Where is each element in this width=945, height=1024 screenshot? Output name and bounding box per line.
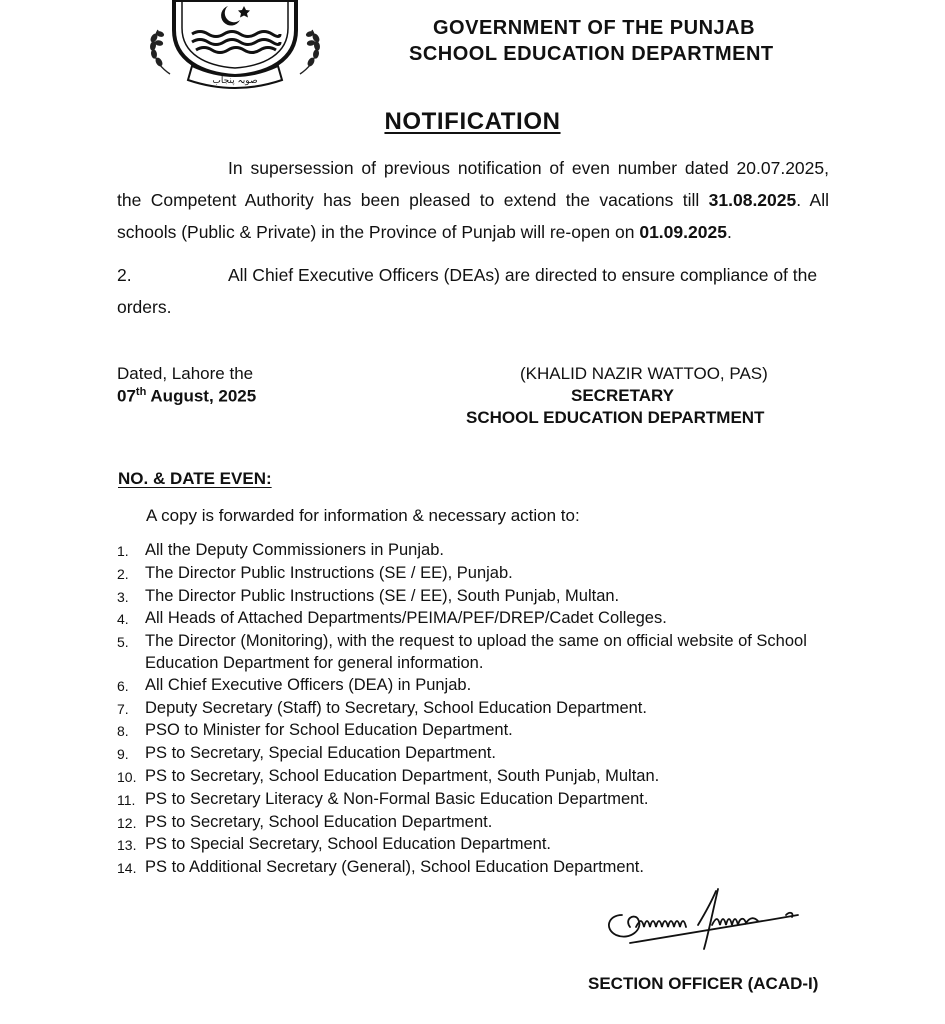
signatory-name: (KHALID NAZIR WATTOO, PAS) <box>520 364 768 383</box>
list-item <box>117 834 837 857</box>
signatory-designation: SECRETARY <box>571 386 674 405</box>
list-item <box>117 743 837 766</box>
punjab-emblem-logo <box>140 0 330 92</box>
list-item <box>117 608 837 631</box>
list-item-number: 14. <box>117 860 137 877</box>
list-item-text: PS to Secretary, Special Education Department. <box>145 744 496 763</box>
list-item <box>117 631 837 675</box>
list-item-text: All Chief Executive Officers (DEA) in Punjab. <box>145 675 472 694</box>
list-item-number: 4. <box>117 611 129 628</box>
list-item-number: 8. <box>117 723 129 740</box>
notification-title-wrap <box>0 108 945 136</box>
list-item <box>117 586 837 609</box>
notification-title: NOTIFICATION <box>384 108 561 135</box>
emblem-script-text: صوبہ پنجاب <box>212 76 258 86</box>
list-item-text: The Director Public Instructions (SE / EE), Punjab. <box>145 563 513 582</box>
list-item-text: PS to Secretary, School Education Department, South Punjab, Multan. <box>145 766 660 785</box>
list-item-number: 3. <box>117 588 129 605</box>
list-item-text: PS to Secretary Literacy & Non-Formal Basic Education Department. <box>145 789 649 808</box>
list-item-number: 1. <box>117 543 129 559</box>
paragraph-1-text-c: . <box>726 222 732 242</box>
list-item <box>117 698 837 721</box>
dated-day: 07 <box>117 386 136 406</box>
dated-day-suffix: th <box>135 386 147 398</box>
list-item-text: The Director (Monitoring), with the request to upload the same on official website of School Education Department for general information. <box>145 632 807 672</box>
list-item <box>117 857 837 880</box>
dated-month-year: August, 2025 <box>146 386 257 406</box>
list-item-number: 10. <box>117 768 137 785</box>
paragraph-1-text-b: . All schools (Public & Private) in the Province of Punjab will re-open on <box>117 190 829 242</box>
list-item <box>117 789 837 812</box>
dated-date <box>117 386 256 407</box>
paragraph-1-text-a: In supersession of previous notification of even number dated 20.07.2025, the Competent Authority has been pleased to extend the vacations till <box>117 158 829 210</box>
header-government: GOVERNMENT OF THE PUNJAB <box>433 17 756 39</box>
list-item <box>117 675 837 698</box>
paragraph-2-text: All Chief Executive Officers (DEAs) are directed to ensure compliance of the orders. <box>117 265 818 317</box>
signatory-department: SCHOOL EDUCATION DEPARTMENT <box>466 408 765 427</box>
distribution-list <box>117 540 837 880</box>
dated-place: Dated, Lahore the <box>117 364 254 383</box>
list-item-text: PS to Secretary, School Education Department. <box>145 812 493 831</box>
list-item-text: The Director Public Instructions (SE / EE), South Punjab, Multan. <box>145 586 620 605</box>
list-item-number: 7. <box>117 700 129 717</box>
list-item <box>117 540 837 563</box>
list-item <box>117 720 837 743</box>
list-item-text: PS to Special Secretary, School Education Department. <box>145 835 551 854</box>
list-item <box>117 766 837 789</box>
reopen-date: 01.09.2025 <box>639 222 727 242</box>
section-officer: SECTION OFFICER (ACAD-I) <box>588 974 819 993</box>
header-department: SCHOOL EDUCATION DEPARTMENT <box>409 43 774 65</box>
list-item-text: PS to Additional Secretary (General), School Education Department. <box>145 858 644 877</box>
paragraph-1 <box>117 152 829 248</box>
copy-intro: A copy is forwarded for information & necessary action to: <box>146 506 580 525</box>
list-item-number: 13. <box>117 837 137 854</box>
list-item-number: 12. <box>117 814 137 831</box>
paragraph-2-number: 2. <box>117 265 132 285</box>
list-item-text: All the Deputy Commissioners in Punjab. <box>145 541 444 559</box>
paragraph-2 <box>117 259 829 323</box>
list-item-number: 11. <box>117 791 136 808</box>
list-item-text: PSO to Minister for School Education Department. <box>145 721 513 740</box>
list-item-number: 5. <box>117 634 129 651</box>
list-item-number: 6. <box>117 677 129 694</box>
list-item-text: All Heads of Attached Departments/PEIMA/PEF/DREP/Cadet Colleges. <box>145 609 667 628</box>
list-item <box>117 812 837 835</box>
list-item-number: 2. <box>117 565 129 582</box>
list-item <box>117 563 837 586</box>
list-item-number: 9. <box>117 746 129 763</box>
vacation-end-date: 31.08.2025 <box>708 190 797 210</box>
list-item-text: Deputy Secretary (Staff) to Secretary, School Education Department. <box>145 698 647 717</box>
copy-heading: NO. & DATE EVEN: <box>118 469 272 488</box>
handwritten-signature <box>600 885 810 955</box>
